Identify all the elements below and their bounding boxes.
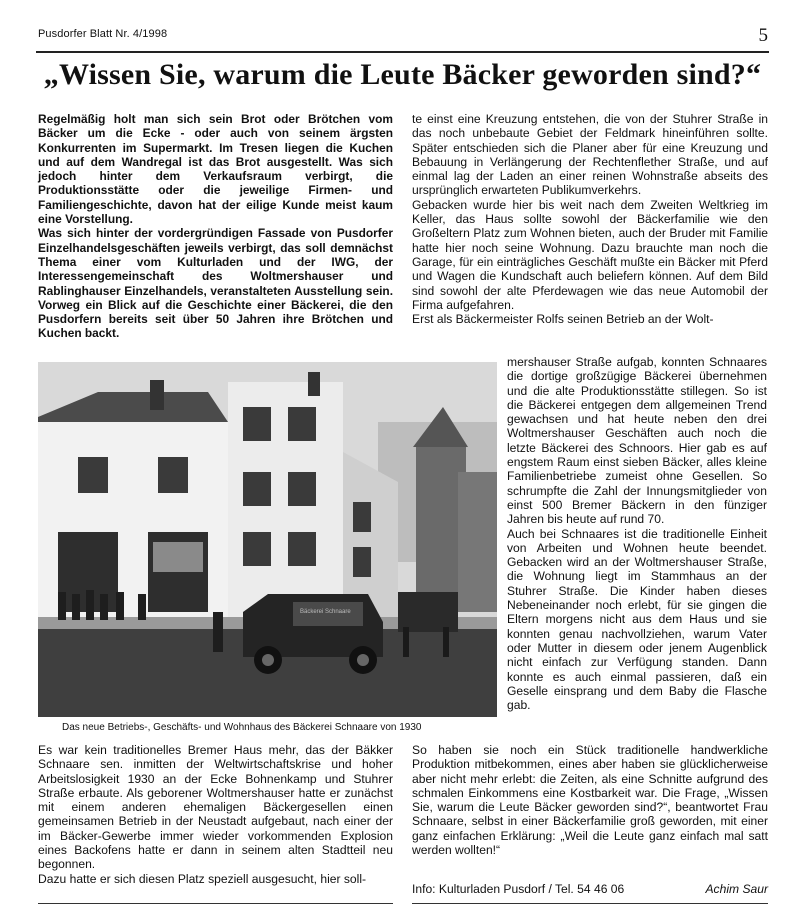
header-divider	[36, 51, 769, 53]
photo-caption: Das neue Betriebs-, Geschäfts- und Wohnhaus des Bäckerei Schnaare von 1930	[62, 722, 422, 733]
lead-paragraphs	[38, 112, 393, 341]
footer-divider	[38, 903, 393, 904]
wrap-column	[507, 355, 767, 712]
bottom-right-column	[412, 743, 768, 857]
contact-info: Info: Kulturladen Pusdorf / Tel. 54 46 06	[412, 882, 625, 896]
footer-divider	[412, 903, 768, 904]
body-paragraph: Gebacken wurde hier bis weit nach dem Zweiten Weltkrieg im Keller, das Haus sollte sowohl der Bäckerfamilie wie den Großeltern Platz zum Wohnen bieten, auch der Bruder mit Familie hatte hier noch seine Wohnung. Dazu brauchte man noch die Garage, für ein einträgliches Geschäft mußte ein Bäcker mit Pferd und Wagen die Kundschaft auch beliefern können. Auf dem Bild sind sowohl der alte Pferdewagen wie das neue Automobil der Firma aufgefahren.	[412, 197, 768, 312]
body-paragraph: Auch bei Schnaares ist die traditionelle Einheit von Arbeiten und Wohnen heute beendet. Gebacken wird an der Woltmershauser Straße, die Wohnung liegt im Stammhaus an der Stuhrer Straße. Die Kinder haben dieses Nebeneinander noch erlebt, für sie gingen die Eltern morgens nicht aus dem Haus und sie konnten genau nachvollziehen, warum Vater oder Mutter in diesem oder jenem Augenblick nicht einfach zur Verfügung standen. Dann konnte es auch einmal passieren, daß ein Geselle einsprang und dem Baby die Flasche gab.	[507, 526, 767, 713]
right-column	[412, 112, 768, 326]
lead-paragraph: Regelmäßig holt man sich sein Brot oder Brötchen vom Bäcker um die Ecke - oder auch von seinem ärgsten Konkurrenten im Supermarkt. Im Tresen liegen die Kuchen und auf dem Wandregal ist das Brot ausgestellt. Was sich jedoch hinter dem Verkaufsraum verbirgt, die Produktionsstätte oder die jeweilige Firmen- und Familiengeschichte, davon hat der eilige Kunde meist kaum eine Vorstellung.	[38, 112, 393, 227]
body-paragraph: So haben sie noch ein Stück traditionelle handwerkliche Produktion mitbekommen, eines aber haben sie glücklicherweise aber nicht mehr erlebt: die Zeiten, als eine Schnitte aufgrund des schmalen Einkommens eine Kostbarkeit war. Die Frage, „Wissen Sie, warum die Leute Bäcker geworden sind?“, beantwortet Frau Schnaare, selbst in einer Bäckerfamilie groß geworden, mit einer ganz einfachen Erklärung: „Weil die Leute ganz einfach mal satt werden wollten!“	[412, 743, 768, 858]
body-paragraph: mershauser Straße aufgab, konnten Schnaares die dortige großzügige Bäckerei übernehmen und die alte Produktionsstätte stillegen. So ist die Bäckerei entgegen dem allgemeinen Trend gewachsen und hat heute neben den drei Woltmershauser Geschäften auch noch die letzte Bäckerei des Schnoors. Hier gab es auf engstem Raum einst sieben Bäcker, alles kleine Familienbetriebe zumeist ohne Gesellen. So schrumpfte die Zahl der Innungsmitglieder von einst 500 Bremer Bäckern in den fünziger Jahren bis heute auf rund 70.	[507, 355, 767, 527]
page-header	[38, 27, 768, 51]
page-number: 5	[758, 25, 768, 46]
author-name: Achim Saur	[705, 882, 768, 896]
lead-paragraph: Was sich hinter der vordergründigen Fassade von Pusdorfer Einzelhandelsgeschäften jeweils verbirgt, das soll demnächst Thema einer vom Kulturladen und der IWG, der Interessengemeinschaft des Woltmershauser und Rablinghauser Einzelhandels, veranstalteten Ausstellung sein. Vorweg ein Blick auf die Geschichte einer Bäckerei, die den Pusdorfern bereits seit über 50 Jahren ihre Brötchen und Kuchen backt.	[38, 226, 393, 341]
bakery-photo	[38, 362, 497, 717]
vehicle-sign-text: Bäckerei Schnaare	[300, 609, 351, 615]
article-headline: „Wissen Sie, warum die Leute Bäcker geworden sind?“	[43, 58, 762, 91]
article-credit	[412, 882, 768, 898]
body-paragraph: Es war kein traditionelles Bremer Haus mehr, das der Bäkker Schnaare sen. inmitten der Weltwirtschaftskrise und hoher Arbeitslosigkeit 1930 an der Ecke Bohnenkamp und Stuhrer Straße erbaute. Als geborener Woltmershauser hatte er zunächst mit einem anderen ehemaligen Bäckergesellen einen gemeinsamen Betrieb in der Neustadt aufgebaut, nach einer der im Bäcker-Gewerbe immer wieder vorkommenden Explosion eines Backofens hatte er dann in seinem alten Stadtteil neu begonnen.	[38, 743, 393, 872]
body-paragraph: Dazu hatte er sich diesen Platz speziell ausgesucht, hier soll-	[38, 871, 367, 886]
body-paragraph: te einst eine Kreuzung entstehen, die von der Stuhrer Straße in das noch unbebaute Gebiet der Feldmark hineinführen sollte. Später entschieden sich die Planer aber für eine Kreuzung und Bebauung in Verlängerung der Rechtenflether Straße, und auf einmal lag der Laden an einer reinen Wohnstraße abseits des ursprünglich erwarteten Publikumverkehrs.	[412, 112, 768, 198]
body-paragraph: Erst als Bäckermeister Rolfs seinen Betrieb an der Wolt-	[412, 312, 714, 327]
bottom-left-column	[38, 743, 393, 886]
publication-title: Pusdorfer Blatt Nr. 4/1998	[38, 28, 168, 40]
bakery-building-illustration	[38, 362, 497, 717]
